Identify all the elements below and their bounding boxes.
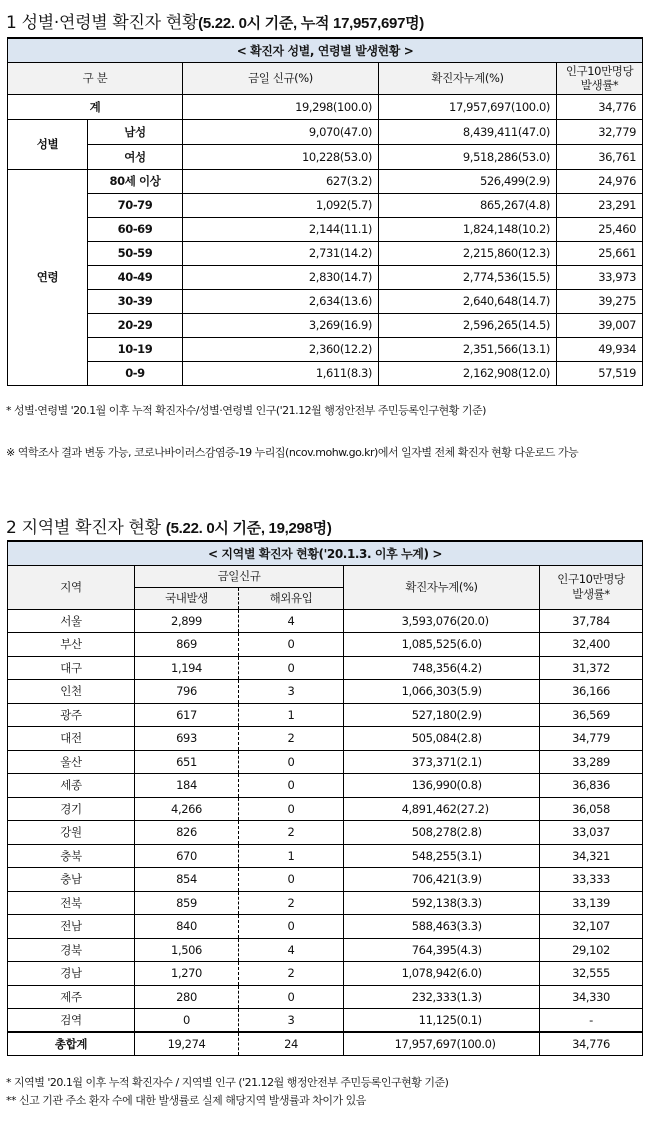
age-label: 연령 xyxy=(8,169,88,385)
cumulative-pct: (4.2) xyxy=(457,656,540,680)
age-row: 10-19 2,360(12.2) 2,351,566(13.1) 49,934 xyxy=(8,337,643,361)
table1-caption: < 확진자 성별, 연령별 발생현황 > xyxy=(8,38,643,62)
age-row: 30-39 2,634(13.6) 2,640,648(14.7) 39,275 xyxy=(8,289,643,313)
cumulative-count: 1,066,303 xyxy=(344,680,457,704)
overseas-count: 0 xyxy=(239,797,344,821)
age-row: 0-9 1,611(8.3) 2,162,908(12.0) 57,519 xyxy=(8,361,643,385)
overseas-count: 4 xyxy=(239,609,344,633)
header-overseas: 해외유입 xyxy=(239,587,344,609)
region-row xyxy=(8,797,643,821)
header-rate: 인구10만명당 발생률* xyxy=(540,565,643,609)
cumulative-pct: (3.3) xyxy=(457,891,540,915)
domestic-count: 1,506 xyxy=(135,938,239,962)
cumulative-pct: (6.0) xyxy=(457,962,540,986)
domestic-count: 1,270 xyxy=(135,962,239,986)
overseas-count: 2 xyxy=(239,727,344,751)
header-cum: 확진자누계(%) xyxy=(379,62,557,94)
cumulative-count: 136,990 xyxy=(344,774,457,798)
cumulative-pct: (20.0) xyxy=(457,609,540,633)
region-row xyxy=(8,962,643,986)
cumulative-count: 548,255 xyxy=(344,844,457,868)
region-name: 강원 xyxy=(8,821,135,845)
incidence-rate: 34,779 xyxy=(540,727,643,751)
region-row xyxy=(8,891,643,915)
cumulative-count: 527,180 xyxy=(344,703,457,727)
cumulative-pct: (4.3) xyxy=(457,938,540,962)
domestic-count: 796 xyxy=(135,680,239,704)
cumulative-count: 588,463 xyxy=(344,915,457,939)
overseas-count: 0 xyxy=(239,774,344,798)
region-total-row xyxy=(8,1032,643,1056)
age-row: 20-29 3,269(16.9) 2,596,265(14.5) 39,007 xyxy=(8,313,643,337)
region-table xyxy=(7,540,643,1056)
region-row xyxy=(8,938,643,962)
cumulative-count: 505,084 xyxy=(344,727,457,751)
cumulative-pct: (2.8) xyxy=(457,821,540,845)
incidence-rate: 32,107 xyxy=(540,915,643,939)
overseas-count: 0 xyxy=(239,915,344,939)
incidence-rate: 29,102 xyxy=(540,938,643,962)
region-row xyxy=(8,844,643,868)
cumulative-count: 748,356 xyxy=(344,656,457,680)
cumulative-pct: (3.1) xyxy=(457,844,540,868)
cumulative-count: 232,333 xyxy=(344,985,457,1009)
region-row xyxy=(8,868,643,892)
region-row xyxy=(8,1009,643,1033)
overseas-count: 1 xyxy=(239,844,344,868)
age-row: 연령 80세 이상 627(3.2) 526,499(2.9) 24,976 xyxy=(8,169,643,193)
region-row xyxy=(8,985,643,1009)
incidence-rate: 33,289 xyxy=(540,750,643,774)
domestic-count: 859 xyxy=(135,891,239,915)
cumulative-pct: (0.8) xyxy=(457,774,540,798)
incidence-rate: 34,321 xyxy=(540,844,643,868)
domestic-count: 1,194 xyxy=(135,656,239,680)
cumulative-pct: (5.9) xyxy=(457,680,540,704)
incidence-rate: 33,139 xyxy=(540,891,643,915)
domestic-count: 617 xyxy=(135,703,239,727)
overseas-count: 0 xyxy=(239,750,344,774)
region-name: 경북 xyxy=(8,938,135,962)
section2-note1: * 지역별 '20.1월 이후 누적 확진자수 / 지역별 인구 ('21.12월 행정안전부 주민등록인구현황 기준) xyxy=(6,1076,449,1089)
age-row: 40-49 2,830(14.7) 2,774,536(15.5) 33,973 xyxy=(8,265,643,289)
region-row xyxy=(8,633,643,657)
domestic-count: 693 xyxy=(135,727,239,751)
cumulative-count: 17,957,697 xyxy=(344,1032,457,1056)
region-name: 세종 xyxy=(8,774,135,798)
cumulative-pct: (3.9) xyxy=(457,868,540,892)
cumulative-count: 1,078,942 xyxy=(344,962,457,986)
region-name: 총합계 xyxy=(8,1032,135,1056)
incidence-rate: 36,058 xyxy=(540,797,643,821)
section2-note2: ** 신고 기관 주소 환자 수에 대한 발생률로 실제 해당지역 발생률과 차이가 있음 xyxy=(6,1094,366,1107)
sex-row: 성별 남성 9,070(47.0) 8,439,411(47.0) 32,779 xyxy=(8,119,643,144)
overseas-count: 3 xyxy=(239,680,344,704)
section1-note1: * 성별·연령별 '20.1월 이후 누적 확진자수/성별·연령별 인구('21.12월 행정안전부 주민등록인구현황 기준) xyxy=(6,404,486,417)
age-row: 50-59 2,731(14.2) 2,215,860(12.3) 25,661 xyxy=(8,241,643,265)
incidence-rate: 34,776 xyxy=(540,1032,643,1056)
cumulative-count: 373,371 xyxy=(344,750,457,774)
incidence-rate: 33,037 xyxy=(540,821,643,845)
region-name: 경남 xyxy=(8,962,135,986)
region-name: 광주 xyxy=(8,703,135,727)
header-cum: 확진자누계(%) xyxy=(344,565,540,609)
domestic-count: 651 xyxy=(135,750,239,774)
incidence-rate: 36,836 xyxy=(540,774,643,798)
cumulative-pct: (0.1) xyxy=(457,1009,540,1033)
header-region: 지역 xyxy=(8,565,135,609)
incidence-rate: 32,555 xyxy=(540,962,643,986)
total-row: 계 19,298(100.0) 17,957,697(100.0) 34,776 xyxy=(8,94,643,119)
domestic-count: 280 xyxy=(135,985,239,1009)
incidence-rate: 36,166 xyxy=(540,680,643,704)
cumulative-count: 592,138 xyxy=(344,891,457,915)
sex-label: 성별 xyxy=(8,119,88,169)
region-row xyxy=(8,656,643,680)
domestic-count: 2,899 xyxy=(135,609,239,633)
header-domestic: 국내발생 xyxy=(135,587,239,609)
region-row xyxy=(8,750,643,774)
region-name: 충남 xyxy=(8,868,135,892)
region-name: 서울 xyxy=(8,609,135,633)
incidence-rate: 31,372 xyxy=(540,656,643,680)
region-name: 경기 xyxy=(8,797,135,821)
section2-title: 2 지역별 확진자 현황 (5.22. 0시 기준, 19,298명) xyxy=(6,518,332,538)
domestic-count: 854 xyxy=(135,868,239,892)
region-name: 제주 xyxy=(8,985,135,1009)
domestic-count: 826 xyxy=(135,821,239,845)
incidence-rate: - xyxy=(540,1009,643,1033)
region-row xyxy=(8,774,643,798)
cumulative-count: 3,593,076 xyxy=(344,609,457,633)
overseas-count: 0 xyxy=(239,868,344,892)
region-name: 부산 xyxy=(8,633,135,657)
region-row xyxy=(8,915,643,939)
header-new: 금일 신규(%) xyxy=(183,62,379,94)
region-row xyxy=(8,609,643,633)
region-row xyxy=(8,821,643,845)
region-name: 충북 xyxy=(8,844,135,868)
overseas-count: 0 xyxy=(239,985,344,1009)
sex-row: 여성 10,228(53.0) 9,518,286(53.0) 36,761 xyxy=(8,144,643,169)
sex-age-table xyxy=(7,37,643,386)
region-name: 대구 xyxy=(8,656,135,680)
region-row xyxy=(8,727,643,751)
incidence-rate: 37,784 xyxy=(540,609,643,633)
domestic-count: 0 xyxy=(135,1009,239,1033)
incidence-rate: 34,330 xyxy=(540,985,643,1009)
cumulative-count: 706,421 xyxy=(344,868,457,892)
cumulative-pct: (2.8) xyxy=(457,727,540,751)
overseas-count: 1 xyxy=(239,703,344,727)
cumulative-pct: (1.3) xyxy=(457,985,540,1009)
domestic-count: 840 xyxy=(135,915,239,939)
cumulative-count: 1,085,525 xyxy=(344,633,457,657)
overseas-count: 4 xyxy=(239,938,344,962)
region-name: 인천 xyxy=(8,680,135,704)
header-today: 금일신규 xyxy=(135,565,344,587)
incidence-rate: 33,333 xyxy=(540,868,643,892)
region-name: 울산 xyxy=(8,750,135,774)
region-name: 전북 xyxy=(8,891,135,915)
region-name: 대전 xyxy=(8,727,135,751)
domestic-count: 19,274 xyxy=(135,1032,239,1056)
overseas-count: 0 xyxy=(239,656,344,680)
section1-note2: ※ 역학조사 결과 변동 가능, 코로나바이러스감염증-19 누리집(ncov.mohw.go.kr)에서 일자별 전체 확진자 현황 다운로드 가능 xyxy=(6,446,579,459)
overseas-count: 3 xyxy=(239,1009,344,1033)
overseas-count: 2 xyxy=(239,891,344,915)
overseas-count: 0 xyxy=(239,633,344,657)
header-rate: 인구10만명당 발생률* xyxy=(557,62,643,94)
cumulative-pct: (100.0) xyxy=(457,1032,540,1056)
cumulative-pct: (27.2) xyxy=(457,797,540,821)
cumulative-count: 4,891,462 xyxy=(344,797,457,821)
cumulative-count: 508,278 xyxy=(344,821,457,845)
cumulative-pct: (3.3) xyxy=(457,915,540,939)
age-row: 60-69 2,144(11.1) 1,824,148(10.2) 25,460 xyxy=(8,217,643,241)
incidence-rate: 32,400 xyxy=(540,633,643,657)
header-category: 구 분 xyxy=(8,62,183,94)
age-row: 70-79 1,092(5.7) 865,267(4.8) 23,291 xyxy=(8,193,643,217)
table2-caption: < 지역별 확진자 현황('20.1.3. 이후 누계) > xyxy=(8,541,643,565)
domestic-count: 4,266 xyxy=(135,797,239,821)
region-name: 검역 xyxy=(8,1009,135,1033)
cumulative-count: 764,395 xyxy=(344,938,457,962)
overseas-count: 2 xyxy=(239,962,344,986)
overseas-count: 24 xyxy=(239,1032,344,1056)
region-name: 전남 xyxy=(8,915,135,939)
region-row xyxy=(8,680,643,704)
cumulative-pct: (6.0) xyxy=(457,633,540,657)
incidence-rate: 36,569 xyxy=(540,703,643,727)
cumulative-count: 11,125 xyxy=(344,1009,457,1033)
domestic-count: 670 xyxy=(135,844,239,868)
cumulative-pct: (2.1) xyxy=(457,750,540,774)
section1-title: 1 성별·연령별 확진자 현황(5.22. 0시 기준, 누적 17,957,697명) xyxy=(6,13,425,33)
cumulative-pct: (2.9) xyxy=(457,703,540,727)
domestic-count: 184 xyxy=(135,774,239,798)
overseas-count: 2 xyxy=(239,821,344,845)
domestic-count: 869 xyxy=(135,633,239,657)
region-row xyxy=(8,703,643,727)
